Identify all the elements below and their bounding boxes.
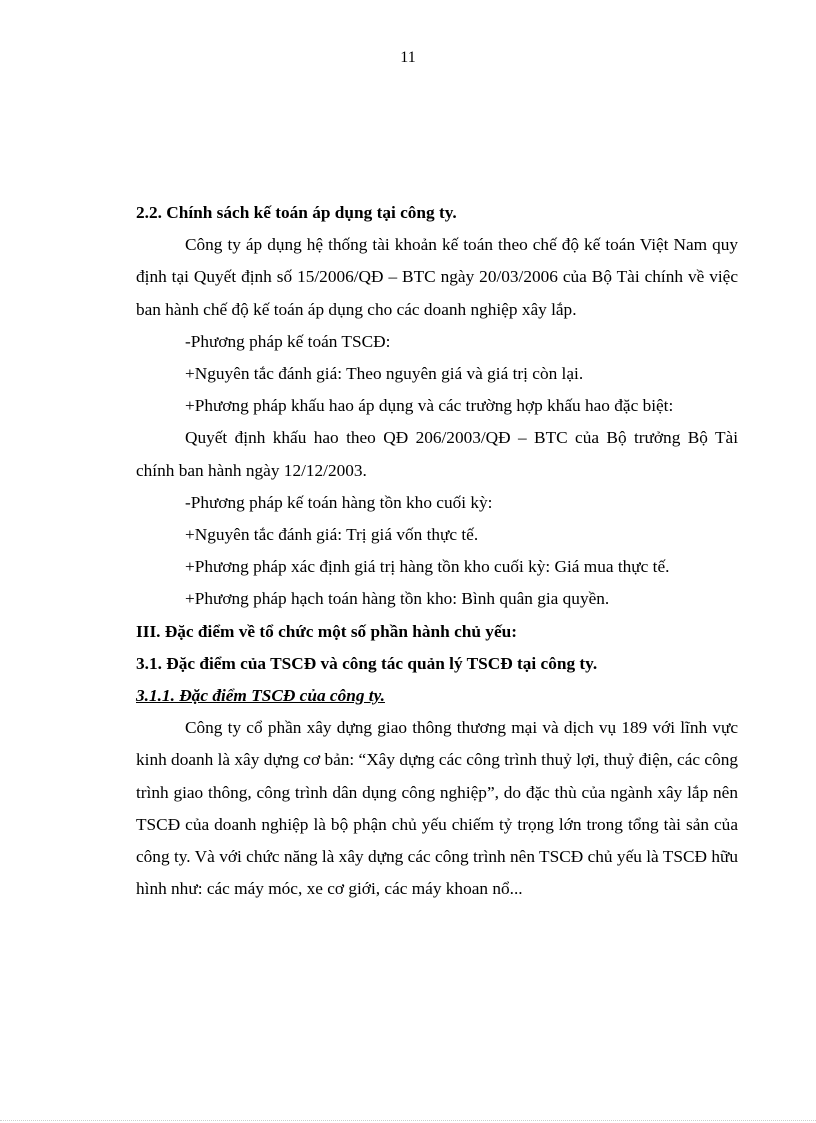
list-item-inventory-accounting: +Phương pháp hạch toán hàng tồn kho: Bình quân gia quyền. (185, 589, 610, 609)
page-content (136, 197, 738, 905)
section-heading-3-1-1: 3.1.1. Đặc điểm TSCĐ của công ty. (136, 686, 385, 706)
paragraph-accounting-system: Công ty áp dụng hệ thống tài khoản kế toán theo chế độ kế toán Việt Nam quy định tại Quyết định số 15/2006/QĐ – BTC ngày 20/03/2006 của Bộ Tài chính về việc ban hành chế độ kế toán áp dụng cho các doanh nghiệp xây lắp. (136, 235, 738, 319)
list-item-fixed-asset-method: -Phương pháp kế toán TSCĐ: (185, 331, 391, 351)
list-item-inventory-value-method: +Phương pháp xác định giá trị hàng tồn kho cuối kỳ: Giá mua thực tế. (185, 557, 670, 577)
section-heading-3-1: 3.1. Đặc điểm của TSCĐ và công tác quản lý TSCĐ tại công ty. (136, 653, 598, 673)
section-heading-III: III. Đặc điểm về tổ chức một số phần hành chủ yếu: (136, 621, 517, 641)
list-item-depreciation-method: +Phương pháp khấu hao áp dụng và các trường hợp khấu hao đặc biệt: (185, 396, 674, 416)
list-item-inventory-valuation: +Nguyên tắc đánh giá: Trị giá vốn thực tế. (185, 525, 479, 545)
section-heading-2-2: 2.2. Chính sách kế toán áp dụng tại công ty. (136, 203, 457, 222)
paragraph-depreciation-decision: Quyết định khấu hao theo QĐ 206/2003/QĐ – BTC của Bộ trưởng Bộ Tài chính ban hành ngày 12/12/2003. (136, 428, 738, 480)
page-bottom-divider (0, 1120, 816, 1121)
list-item-inventory-method: -Phương pháp kế toán hàng tồn kho cuối kỳ: (185, 492, 493, 512)
page-number: 11 (400, 49, 416, 66)
list-item-valuation-principle: +Nguyên tắc đánh giá: Theo nguyên giá và giá trị còn lại. (185, 364, 584, 384)
paragraph-fixed-asset-characteristics: Công ty cổ phần xây dựng giao thông thương mại và dịch vụ 189 với lĩnh vực kinh doanh là xây dựng cơ bản: “Xây dựng các công trình thuỷ lợi, thuỷ điện, các công trình giao thông, công trình dân dụng công nghiệp”, do đặc thù của ngành xây lắp nên TSCĐ của doanh nghiệp là bộ phận chủ yếu chiếm tỷ trọng lớn trong tổng tài sản của công ty. Và với chức năng là xây dựng các công trình nên TSCĐ chủ yếu là TSCĐ hữu hình như: các máy móc, xe cơ giới, các máy khoan nổ... (136, 718, 738, 899)
